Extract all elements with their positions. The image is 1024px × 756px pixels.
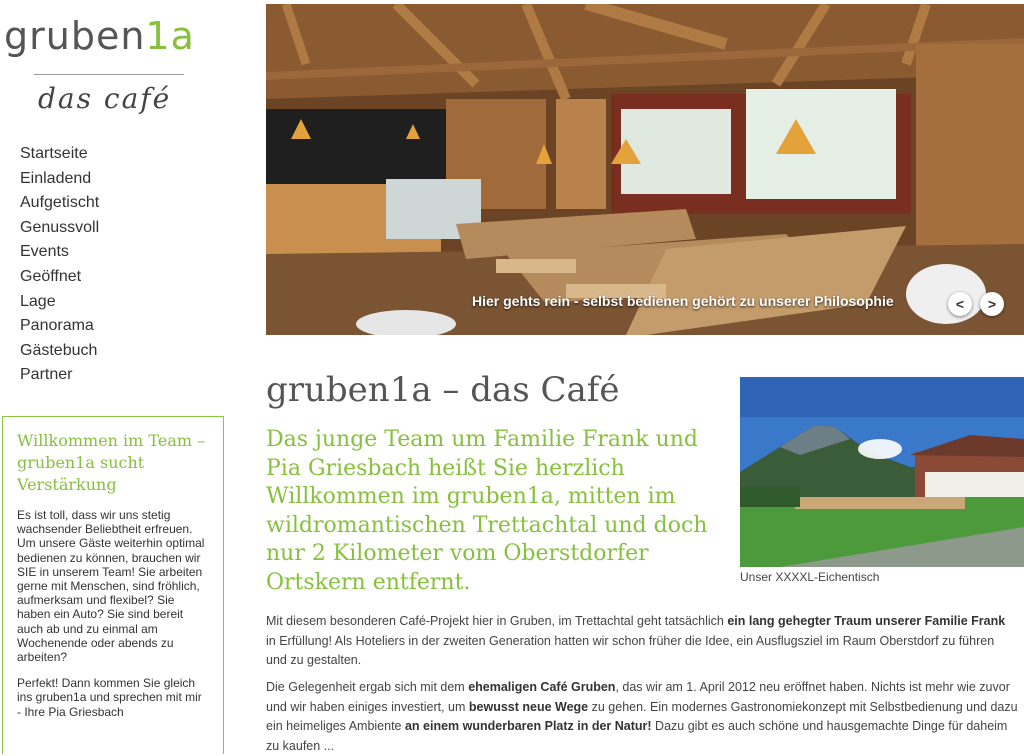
nav-item-einladend[interactable]: Einladend — [20, 169, 92, 187]
nav-item-lage[interactable]: Lage — [20, 292, 56, 310]
promo-text: Es ist toll, dass wir uns stetig wachsender Beliebtheit erfreuen. Um unsere Gäste weiterhin optimal bedienen zu können, brauchen wir SIE in unserem Team! Sie arbeiten gerne mit Menschen, sind fröhlich, aufmerksam und flexibel? Sie haben ein Auto? Sie sind bereit auch ab und zu einmal am Wochenende oder abends zu arbeiten? — [17, 508, 205, 665]
photo-caption: Unser XXXXL-Eichentisch — [740, 570, 880, 584]
nav-item-partner[interactable]: Partner — [20, 366, 73, 384]
body-paragraph-2: Die Gelegenheit ergab sich mit dem ehemaligen Café Gruben, das wir am 1. April 2012 neu eröffnet haben. Nichts ist mehr wie zuvor und wir haben einiges investiert, um bewusst neue Wege zu gehen. Ein modernes Gastronomiekonzept mit Selbstbedienung und dazu ein heimeliges Ambiente an einem wunderbaren Platz in der Natur! Dazu gibt es auch schöne und hausgemachte Dinge für daheim zu kaufen ... — [266, 680, 1018, 753]
body-paragraph-1: Mit diesem besonderen Café-Projekt hier in Gruben, im Trettachtal geht tatsächlich ein lang gehegter Traum unserer Familie Frank in Erfüllung! Als Hoteliers in der zweiten Generation hatten wir schon früher die Idee, ein Ausflugsziel im Raum Oberstdorf zu führen und zu gestalten. — [266, 614, 1006, 667]
nav-item-gaestebuch[interactable]: Gästebuch — [20, 341, 98, 359]
sidebar — [0, 0, 258, 754]
image-slider — [266, 4, 1024, 335]
logo-subtitle: das café — [38, 82, 172, 115]
site-logo[interactable] — [4, 14, 254, 114]
page-title: gruben1a – das Café — [266, 370, 620, 410]
nav-item-events[interactable]: Events — [20, 243, 69, 261]
oak-table-photo — [740, 377, 1024, 567]
job-promo-box — [2, 416, 224, 754]
nav-item-geoeffnet[interactable]: Geöffnet — [20, 267, 82, 285]
intro-text: Das junge Team um Familie Frank und Pia Griesbach heißt Sie herzlich Willkommen im gruben1a, mitten im wildromantischen Trettachtal und doch nur 2 Kilometer vom Oberstdorfer Ortskern entfernt. — [266, 427, 708, 595]
nav-item-genussvoll[interactable]: Genussvoll — [20, 218, 100, 236]
main-navigation — [20, 142, 99, 388]
promo-signoff: Perfekt! Dann kommen Sie gleich ins gruben1a und sprechen mit mir - Ihre Pia Griesbach — [17, 676, 202, 719]
slider-prev-button[interactable]: < — [948, 292, 972, 316]
promo-title: Willkommen im Team – gruben1a sucht Verstärkung — [17, 431, 206, 494]
logo-wordmark: gruben1a — [4, 14, 195, 58]
slider-next-button[interactable]: > — [980, 292, 1004, 316]
cafe-interior-photo — [266, 4, 1024, 335]
nav-item-startseite[interactable]: Startseite — [20, 145, 88, 162]
nav-item-aufgetischt[interactable]: Aufgetischt — [20, 194, 100, 212]
logo-divider — [34, 74, 184, 75]
slide-caption: Hier gehts rein - selbst bedienen gehört zu unserer Philosophie — [472, 293, 894, 309]
nav-item-panorama[interactable]: Panorama — [20, 317, 94, 335]
